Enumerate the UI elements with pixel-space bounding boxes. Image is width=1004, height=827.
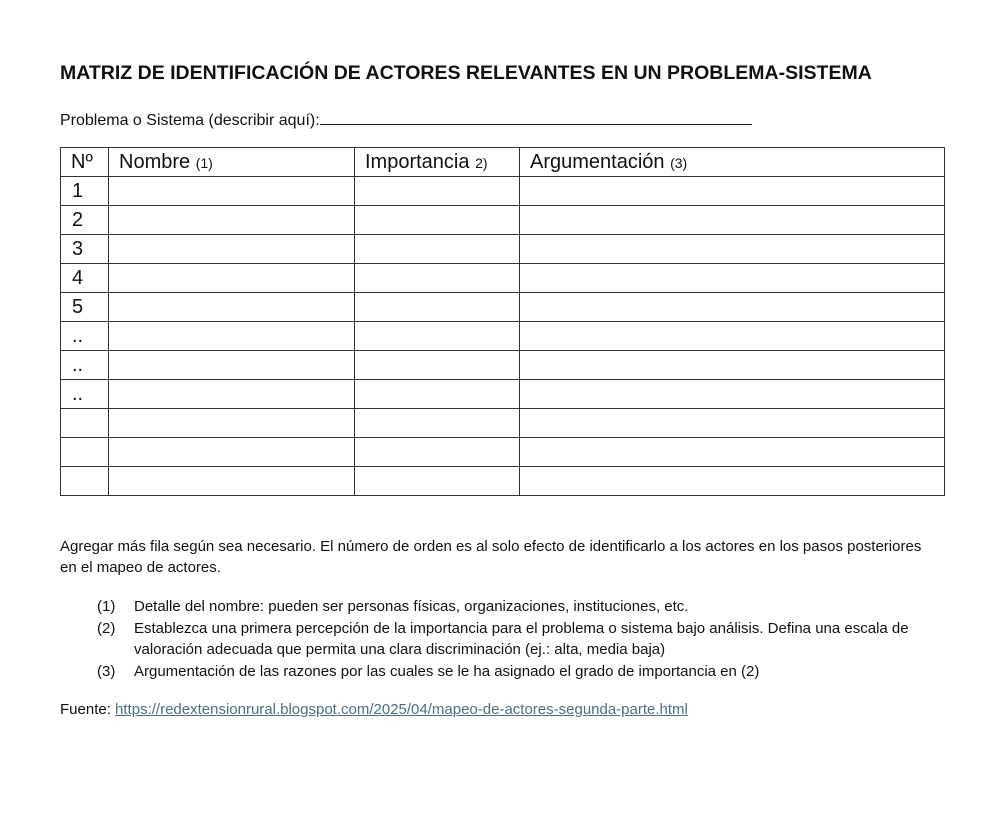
table-row (61, 322, 945, 351)
cell-nombre[interactable] (109, 322, 355, 351)
definition-marker: (1) (97, 598, 116, 615)
row-number: .. (61, 380, 109, 409)
cell-nombre[interactable] (109, 438, 355, 467)
table-row (61, 438, 945, 467)
header-argumentacion-note: (3) (670, 154, 688, 171)
cell-nombre[interactable] (109, 380, 355, 409)
cell-nombre[interactable] (109, 264, 355, 293)
row-number: .. (61, 351, 109, 380)
cell-argumentacion[interactable] (520, 293, 945, 322)
cell-argumentacion[interactable] (520, 206, 945, 235)
definition-text: Argumentación de las razones por las cuales se le ha asignado el grado de importancia en (2) (134, 662, 760, 680)
cell-importancia[interactable] (355, 235, 520, 264)
problem-description-line (60, 108, 752, 130)
cell-importancia[interactable] (355, 264, 520, 293)
table-row (61, 235, 945, 264)
cell-nombre[interactable] (109, 409, 355, 438)
problem-label: Problema o Sistema (describir aquí): (60, 112, 320, 129)
cell-argumentacion[interactable] (520, 409, 945, 438)
table-row (61, 177, 945, 206)
cell-importancia[interactable] (355, 177, 520, 206)
row-number (61, 467, 109, 496)
cell-importancia[interactable] (355, 380, 520, 409)
source-label: Fuente: (60, 701, 111, 718)
row-number: 2 (61, 206, 109, 235)
table-row (61, 409, 945, 438)
cell-argumentacion[interactable] (520, 351, 945, 380)
problem-blank-field (320, 108, 752, 125)
cell-nombre[interactable] (109, 235, 355, 264)
definition-text: Detalle del nombre: pueden ser personas físicas, organizaciones, instituciones, etc. (134, 598, 689, 615)
header-importancia: Importancia 2) (355, 148, 520, 177)
row-number: 4 (61, 264, 109, 293)
header-importancia-note: 2) (475, 154, 488, 171)
table-row (61, 467, 945, 496)
cell-argumentacion[interactable] (520, 380, 945, 409)
cell-importancia[interactable] (355, 293, 520, 322)
cell-importancia[interactable] (355, 467, 520, 496)
cell-nombre[interactable] (109, 206, 355, 235)
cell-importancia[interactable] (355, 206, 520, 235)
cell-importancia[interactable] (355, 322, 520, 351)
header-nombre-note: (1) (195, 154, 213, 171)
row-number: 1 (61, 177, 109, 206)
header-number: Nº (61, 148, 109, 177)
definition-item (60, 618, 950, 661)
row-number (61, 438, 109, 467)
cell-nombre[interactable] (109, 351, 355, 380)
source-line (60, 701, 688, 718)
cell-importancia[interactable] (355, 409, 520, 438)
cell-argumentacion[interactable] (520, 177, 945, 206)
table-row (61, 380, 945, 409)
cell-argumentacion[interactable] (520, 264, 945, 293)
page-title: MATRIZ DE IDENTIFICACIÓN DE ACTORES RELEVANTES EN UN PROBLEMA-SISTEMA (60, 62, 872, 84)
table-row (61, 206, 945, 235)
row-number (61, 409, 109, 438)
definition-text: Establezca una primera percepción de la importancia para el problema o sistema bajo análisis. Defina una escala de valoración adecuada que permita una clara discriminación (ej.: alta, media baja) (134, 619, 909, 658)
definition-marker: (2) (97, 619, 116, 637)
cell-argumentacion[interactable] (520, 438, 945, 467)
header-argumentacion: Argumentación (3) (520, 148, 945, 177)
table-header-row (61, 148, 945, 177)
source-link[interactable]: https://redextensionrural.blogspot.com/2025/04/mapeo-de-actores-segunda-parte.html (115, 701, 688, 718)
cell-argumentacion[interactable] (520, 235, 945, 264)
row-number: 3 (61, 235, 109, 264)
definition-marker: (3) (97, 662, 116, 680)
actors-matrix-table (60, 147, 945, 496)
cell-argumentacion[interactable] (520, 467, 945, 496)
cell-importancia[interactable] (355, 438, 520, 467)
cell-nombre[interactable] (109, 467, 355, 496)
instructions-note: Agregar más fila según sea necesario. El número de orden es al solo efecto de identificarlo a los actores en los pasos posteriores en el mapeo de actores. (60, 538, 922, 576)
definition-item (60, 661, 950, 683)
cell-nombre[interactable] (109, 293, 355, 322)
row-number: 5 (61, 293, 109, 322)
definition-item (60, 596, 950, 618)
definitions-list (60, 596, 950, 682)
table-row (61, 264, 945, 293)
cell-nombre[interactable] (109, 177, 355, 206)
cell-argumentacion[interactable] (520, 322, 945, 351)
table-row (61, 293, 945, 322)
table-row (61, 351, 945, 380)
cell-importancia[interactable] (355, 351, 520, 380)
header-nombre: Nombre (1) (109, 148, 355, 177)
row-number: .. (61, 322, 109, 351)
